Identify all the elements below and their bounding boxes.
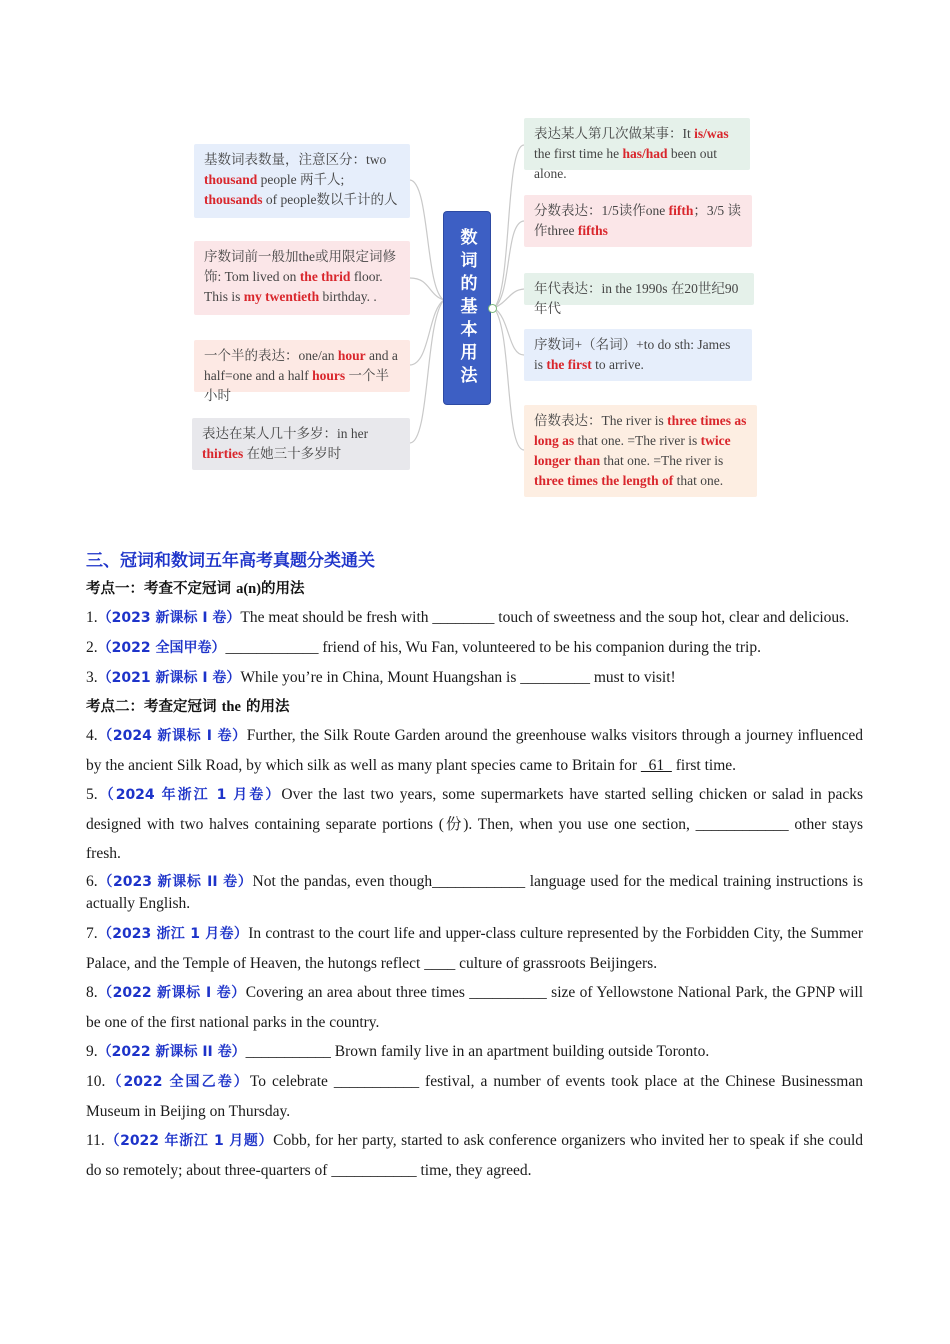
question-item: 9.（2022 新课标 II 卷）___________ Brown family live in an apartment building outside Toronto. — [86, 1043, 710, 1060]
highlight-term: is/was — [694, 126, 729, 141]
node-text: 一个半小时 — [204, 368, 389, 403]
question-item: 4.（2024 新课标 I 卷）Further, the Silk Route Garden around the greenhouse walks visitors through a journey influenced by the ancient Silk Road, by which silk as well as many plant species came to Britain for 61 first time. — [86, 727, 864, 774]
mind-map-center-node — [444, 212, 490, 404]
highlight-term: thirties — [202, 446, 244, 461]
node-text: 序数词+（名词）+to do sth: James is — [534, 337, 731, 372]
node-text: 一个半的表达：one/an — [204, 348, 338, 363]
question-item: 6.（2023 新课标 II 卷）Not the pandas, even though____________ language used for the medical training instructions is actually English. — [86, 873, 863, 912]
node-text: 倍数表达：The river is — [534, 413, 668, 428]
question-item: 7.（2023 浙江 1 月卷）In contrast to the court life and upper-class culture represented by the Forbidden City, the Summer Palace, and the Temple of Heaven, the hutongs reflect ____ culture of grassroots Beijingers. — [86, 925, 863, 972]
key-point-2: 考点二：考查定冠词 the 的用法 — [86, 699, 290, 715]
highlight-term: three times as long as — [534, 413, 747, 448]
node-text: 年代表达：in the 1990s 在20世纪90年代 — [534, 281, 739, 316]
node-text: that one. =The river is — [574, 433, 701, 448]
question-item: 3.（2021 新课标 I 卷）While you’re in China, Mount Huangshan is _________ must to visit! — [86, 669, 676, 686]
mind-node-nth-time — [524, 118, 750, 181]
mind-node-multiples — [524, 405, 757, 497]
highlight-term: hours — [312, 368, 346, 383]
node-text: to arrive. — [591, 357, 644, 372]
highlight-term: three times the length of — [534, 473, 674, 488]
highlight-term: hour — [337, 348, 366, 363]
node-text: and a half=one and a half — [204, 348, 398, 383]
node-text: that one. — [673, 473, 724, 488]
question-item: 1.（2023 新课标 I 卷）The meat should be fresh with ________ touch of sweetness and the soup hot, clear and delicious. — [86, 609, 850, 626]
node-text: birthday. . — [319, 289, 377, 304]
question-item: 11.（2022 年浙江 1 月题）Cobb, for her party, started to ask conference organizers who invited her to speak if she could do so remotely; about three-quarters of ___________ time, they agreed. — [86, 1132, 863, 1179]
node-text: that one. =The river is — [600, 453, 724, 468]
highlight-term: my twentieth — [243, 289, 320, 304]
mind-map — [0, 0, 950, 510]
mind-node-decades — [524, 273, 754, 316]
node-text: 表达某人第几次做某事：It — [534, 126, 695, 141]
highlight-term: fifth — [668, 203, 694, 218]
node-text: 分数表达：1/5读作one — [534, 203, 669, 218]
node-text: 表达在某人几十多岁：in her — [202, 426, 369, 441]
highlight-term: the first — [546, 357, 592, 372]
question-item: 10.（2022 全国乙卷）To celebrate ___________ festival, a number of events took place at the Chinese Businessman Museum in Beijing on Thursday. — [86, 1073, 863, 1120]
node-text: been out alone. — [534, 146, 718, 181]
node-text: floor. This is — [204, 269, 383, 304]
exercise-section — [86, 547, 863, 1185]
node-text: people 两千人; — [257, 172, 345, 187]
question-item: 5.（2024 年浙江 1 月卷）Over the last two years, some supermarkets have started selling chicken or salad in packs designed with two halves containing separate portions (份). Then, when you use one section, ____________ other stays fresh. — [86, 786, 863, 862]
node-text: ；3/5 读作three — [534, 203, 742, 238]
question-item: 2.（2022 全国甲卷）____________ friend of his, Wu Fan, volunteered to be his companion during the trip. — [86, 639, 761, 656]
highlight-term: fifths — [577, 223, 608, 238]
section-title: 三、冠词和数词五年高考真题分类通关 — [86, 551, 375, 571]
node-text: the first time he — [534, 146, 623, 161]
node-text: of people数以千计的人 — [262, 192, 398, 207]
node-text: 在她三十多岁时 — [243, 446, 342, 461]
answer-blank: 61 — [640, 757, 672, 774]
mind-node-cardinal — [194, 144, 410, 218]
mind-node-ordinal — [194, 241, 410, 315]
mind-node-age-decades — [192, 418, 410, 470]
mind-node-fractions — [524, 195, 752, 247]
mind-map-center-title: 数词的基本用法 — [456, 227, 477, 389]
question-item: 8.（2022 新课标 I 卷）Covering an area about three times __________ size of Yellowstone National Park, the GPNP will be one of the first national parks in the country. — [86, 984, 864, 1031]
node-text: 序数词前一般加the或用限定词修饰: Tom lived on — [204, 249, 396, 284]
key-point-1: 考点一：考查不定冠词 a(n)的用法 — [86, 581, 305, 597]
highlight-term: thousand — [204, 172, 258, 187]
node-text: 基数词表数量，注意区分：two — [204, 152, 387, 167]
highlight-term: the thrid — [299, 269, 351, 284]
collapse-dot-icon[interactable] — [488, 304, 497, 313]
mind-node-one-and-a-half — [194, 340, 410, 403]
highlight-term: thousands — [204, 192, 263, 207]
highlight-term: twice longer than — [534, 433, 731, 468]
highlight-term: has/had — [622, 146, 668, 161]
mind-node-ordinal-to-do — [524, 329, 752, 381]
